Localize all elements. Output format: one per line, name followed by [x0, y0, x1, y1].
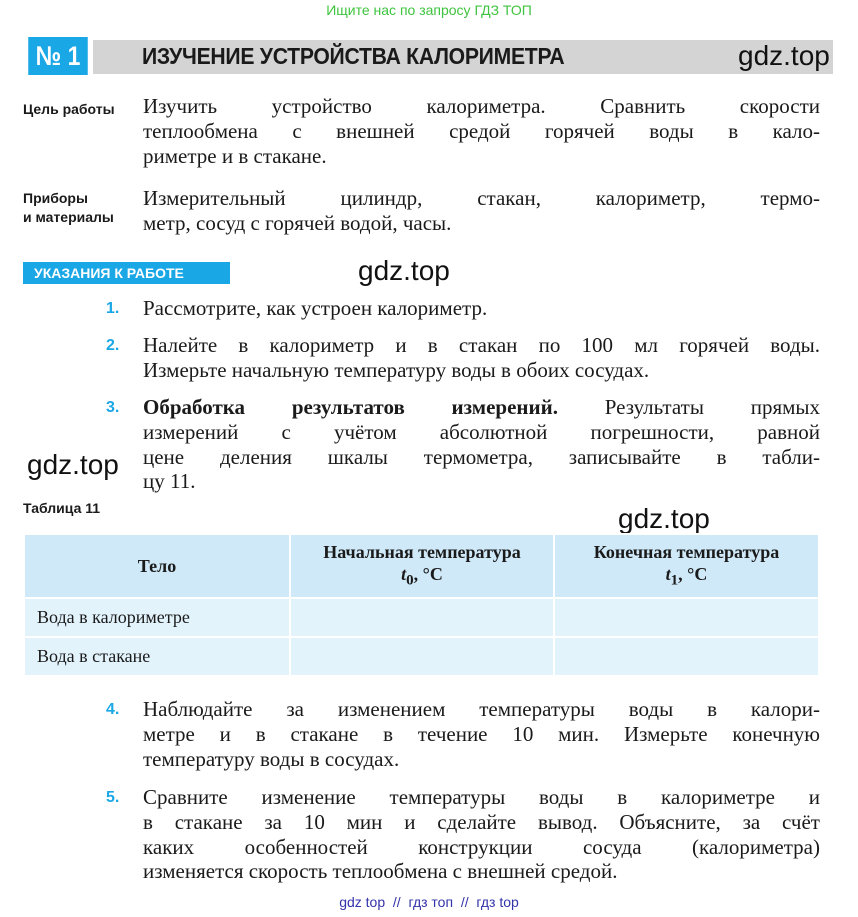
text-line: теплообмена с внешней средой горячей воды в кало- [143, 118, 820, 143]
symbol: t [401, 563, 407, 584]
step-2 [143, 333, 820, 383]
top-note: Ищите нас по запросу ГДЗ ТОП [326, 2, 532, 18]
header-cell [554, 534, 819, 598]
text-line: цу 11. [143, 469, 196, 494]
header-text: Начальная температура [323, 541, 521, 562]
step-5 [143, 785, 820, 884]
subscript: 0 [406, 572, 414, 589]
table-cell[interactable] [290, 598, 554, 637]
table-cell: Вода в стакане [24, 637, 290, 676]
text-line: Наблюдайте за изменением температуры воды в калори- [143, 697, 820, 721]
table-cell: Вода в калориметре [24, 598, 290, 637]
text-line: цене деления шкалы термометра, записывайте в табли- [143, 444, 820, 469]
unit: , °C [413, 563, 443, 584]
text-line: Измерительный цилиндр, стакан, калориметр, термо- [143, 186, 820, 210]
text-line: риметре и в стакане. [143, 143, 327, 168]
step-number: 3. [106, 399, 120, 416]
text-line: Налейте в калориметр и в стакан по 100 мл горячей воды. [143, 333, 820, 357]
table-row [24, 637, 819, 676]
label-line: Приборы [23, 190, 88, 206]
step-3 [143, 395, 820, 494]
text-line: Рассмотрите, как устроен калориметр. [143, 296, 488, 320]
text-line: изменяется скорость теплообмена с внешней средой. [143, 859, 618, 884]
subscript: 1 [670, 572, 679, 589]
header-cell [290, 534, 554, 598]
text-line: Изучить устройство калориметра. Сравнить скорости [143, 94, 820, 118]
text-line: измерений с учётом абсолютной погрешности, равной [143, 419, 820, 444]
symbol: t [665, 563, 671, 584]
header-cell [24, 534, 290, 598]
text: Результаты прямых [557, 395, 821, 419]
equipment-text [143, 186, 820, 236]
text-line: Сравните изменение температуры воды в калориметре и [143, 785, 820, 809]
goal-text [143, 94, 820, 168]
bold-heading: Обработка результатов измерений. [143, 395, 558, 419]
step-1 [143, 296, 820, 321]
instructions-badge: УКАЗАНИЯ К РАБОТЕ [23, 262, 230, 284]
watermark: gdz.top [27, 449, 119, 480]
unit: , °C [678, 563, 708, 584]
text-line: каких особенностей конструкции сосуда (калориметра) [143, 834, 820, 859]
header-text: Тело [137, 556, 177, 576]
text-line: метре и в стакане в течение 10 мин. Измерьте конечную [143, 721, 820, 746]
label-line: и материалы [23, 209, 114, 225]
step-number: 4. [106, 701, 120, 718]
step-number: 1. [106, 300, 120, 317]
watermark: gdz.top [738, 40, 830, 71]
text-line: метр, сосуд с горячей водой, часы. [143, 210, 452, 235]
step-number: 5. [106, 789, 120, 806]
goal-label: Цель работы [23, 101, 115, 117]
text-line: температуру воды в сосудах. [143, 746, 400, 771]
work-number: № 1 [28, 37, 88, 75]
table-caption: Таблица 11 [23, 500, 101, 516]
equipment-label [23, 189, 114, 227]
watermark: gdz.top [358, 255, 450, 286]
step-number: 2. [106, 337, 120, 354]
text-line [143, 395, 820, 420]
table-cell[interactable] [290, 637, 554, 676]
text-line: в стакане за 10 мин и сделайте вывод. Объясните, за счёт [143, 809, 820, 834]
table-cell[interactable] [554, 637, 819, 676]
header-text: Конечная температура [593, 541, 780, 562]
page-title: ИЗУЧЕНИЕ УСТРОЙСТВА КАЛОРИМЕТРА [142, 43, 565, 69]
table-header-row [24, 534, 819, 598]
watermark: gdz.top [618, 503, 710, 534]
table-11 [23, 533, 820, 677]
table-row [24, 598, 819, 637]
text-line: Измерьте начальную температуру воды в обоих сосудах. [143, 357, 650, 382]
step-4 [143, 697, 820, 771]
table-cell[interactable] [554, 598, 819, 637]
footer-links[interactable]: gdz top // гдз топ // гдз top [339, 894, 519, 910]
